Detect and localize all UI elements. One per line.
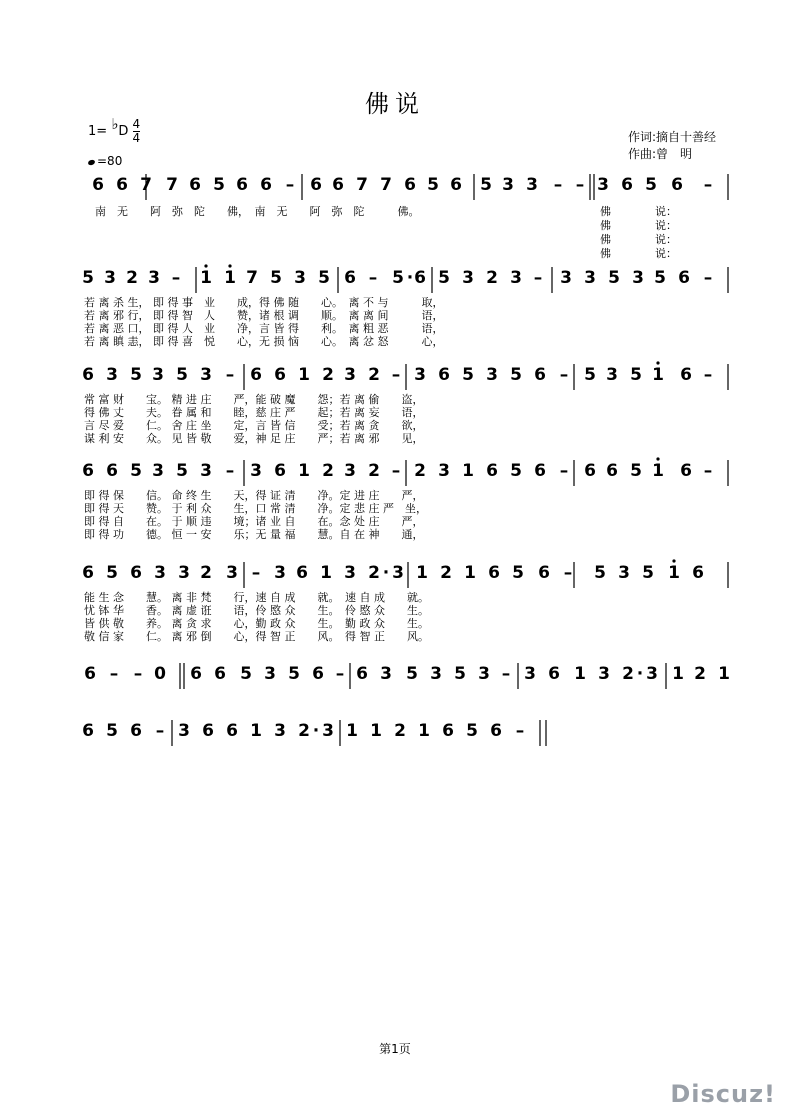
song-title: 佛说 (365, 90, 425, 118)
lyric-line: 佛 说： (600, 233, 677, 246)
note-number: 2 (394, 721, 406, 741)
dash-extension: – (533, 268, 543, 288)
high-octave-dot (228, 264, 231, 267)
note-number: 7 (140, 175, 152, 195)
note-number: 6 (584, 461, 596, 481)
dot-mark: · (312, 721, 320, 741)
note-number: 6 (82, 721, 94, 741)
note-number: 6 (534, 365, 546, 385)
note-number: 2 (414, 461, 426, 481)
note-number: 3 (322, 721, 334, 741)
note-number: 1 (652, 365, 664, 385)
note-number: 3 (274, 563, 286, 583)
dash-extension: – (563, 563, 573, 583)
lyric-line: 佛 说： (600, 219, 677, 232)
key-prefix: 1= (88, 124, 108, 139)
dash-extension: – (133, 664, 143, 684)
dash-extension: – (703, 461, 713, 481)
note-number: 6 (621, 175, 633, 195)
staff-line-4 (82, 457, 728, 541)
high-octave-dot (656, 457, 659, 460)
note-number: 6 (82, 563, 94, 583)
note-number: 6 (189, 175, 201, 195)
lyric-line: 即 得 保 信。 命 终 生 天，得 证 清 净。定 进 庄 严， (84, 489, 424, 502)
time-top: 4 (132, 117, 141, 131)
staff-line-6 (84, 663, 730, 689)
note-number: 5 (130, 365, 142, 385)
note-number: 2 (368, 461, 380, 481)
note-number: 1 (652, 461, 664, 481)
note-number: 2 (298, 721, 310, 741)
note-number: 3 (618, 563, 630, 583)
note-number: 1 (718, 664, 730, 684)
lyric-line: 皆 供 敬 养。 离 贪 求 心，勤 政 众 生。 勤 政 众 生。 (84, 617, 429, 630)
note-number: 6 (671, 175, 683, 195)
lyric-line: 佛 说： (600, 247, 677, 260)
note-number: 1 (370, 721, 382, 741)
lyric-line: 即 得 自 在。 于 顺 违 境；诸 业 自 在。念 处 庄 严， (84, 515, 424, 528)
note-number: 3 (646, 664, 658, 684)
note-number: 3 (414, 365, 426, 385)
note-number: 5 (288, 664, 300, 684)
note-number: 6 (296, 563, 308, 583)
note-number: 6 (116, 175, 128, 195)
note-number: 1 (464, 563, 476, 583)
note-number: 6 (82, 365, 94, 385)
dash-extension: – (225, 365, 235, 385)
note-number: 6 (438, 365, 450, 385)
dash-extension: – (501, 664, 511, 684)
dash-extension: – (553, 175, 563, 195)
dash-extension: – (575, 175, 585, 195)
note-number: 6 (226, 721, 238, 741)
note-number: 6 (488, 563, 500, 583)
note-number: 5 (240, 664, 252, 684)
dash-extension: – (515, 721, 525, 741)
dot-mark: · (382, 563, 390, 583)
lyric-line: 南 无 阿 弥 陀 佛， 南 无 阿 弥 陀 佛。 (95, 205, 420, 218)
note-number: 7 (356, 175, 368, 195)
note-number: 1 (250, 721, 262, 741)
note-number: 3 (344, 365, 356, 385)
note-number: 5 (642, 563, 654, 583)
note-number: 2 (126, 268, 138, 288)
note-number: 1 (298, 461, 310, 481)
note-number: 7 (380, 175, 392, 195)
dash-extension: – (251, 563, 261, 583)
note-number: 2 (368, 365, 380, 385)
note-number: 3 (526, 175, 538, 195)
note-number: 3 (264, 664, 276, 684)
note-number: 3 (344, 461, 356, 481)
note-number: 3 (200, 461, 212, 481)
note-number: 6 (606, 461, 618, 481)
note-number: 2 (368, 563, 380, 583)
note-number: 2 (694, 664, 706, 684)
note-number: 3 (478, 664, 490, 684)
note-number: 6 (450, 175, 462, 195)
note-number: 6 (414, 268, 426, 288)
note-number: 6 (92, 175, 104, 195)
note-number: 5 (106, 721, 118, 741)
note-number: 0 (154, 664, 166, 684)
dash-extension: – (703, 175, 713, 195)
note-number: 1 (416, 563, 428, 583)
note-number: 1 (298, 365, 310, 385)
note-number: 6 (538, 563, 550, 583)
note-number: 7 (166, 175, 178, 195)
note-number: 6 (130, 721, 142, 741)
note-number: 3 (632, 268, 644, 288)
note-number: 5 (176, 365, 188, 385)
staff-line-3 (82, 361, 728, 445)
note-number: 6 (548, 664, 560, 684)
note-number: 5 (510, 365, 522, 385)
note-number: 5 (510, 461, 522, 481)
note-number: 6 (260, 175, 272, 195)
lyric-line: 若 离 恶 口， 即 得 人 业 净，言 皆 得 利。 离 粗 恶 语， (84, 322, 444, 335)
note-number: 5 (584, 365, 596, 385)
note-number: 1 (574, 664, 586, 684)
note-number: 6 (274, 365, 286, 385)
lyric-line: 若 离 邪 行， 即 得 智 人 赞，诸 根 调 顺。 离 离 间 语， (84, 309, 444, 322)
note-number: 5 (480, 175, 492, 195)
note-number: 1 (346, 721, 358, 741)
note-number: 5 (427, 175, 439, 195)
high-octave-dot (204, 264, 207, 267)
note-number: 3 (584, 268, 596, 288)
note-number: 3 (226, 563, 238, 583)
note-number: 3 (606, 365, 618, 385)
note-number: 3 (104, 268, 116, 288)
lyric-line: 敬 信 家 仁。 离 邪 倒 心，得 智 正 风。 得 智 正 风。 (84, 630, 429, 643)
dash-extension: – (225, 461, 235, 481)
dash-extension: – (155, 721, 165, 741)
lyric-line: 即 得 功 德。 恒 一 安 乐；无 量 福 慧。自 在 神 通， (84, 528, 424, 541)
note-number: 5 (176, 461, 188, 481)
note-number: 3 (380, 664, 392, 684)
note-number: 3 (152, 365, 164, 385)
note-number: 5 (270, 268, 282, 288)
note-number: 6 (250, 365, 262, 385)
dash-extension: – (703, 365, 713, 385)
lyricist-credit: 作词:摘自十善经 (628, 130, 717, 144)
note-number: 3 (106, 365, 118, 385)
note-number: 1 (320, 563, 332, 583)
note-number: 6 (236, 175, 248, 195)
lyric-line: 能 生 念 慧。 离 非 梵 行，速 自 成 就。 速 自 成 就。 (84, 591, 429, 604)
note-number: 5 (130, 461, 142, 481)
dash-extension: – (335, 664, 345, 684)
note-number: 6 (442, 721, 454, 741)
page-number: 第1页 (379, 1042, 411, 1056)
note-number: 6 (678, 268, 690, 288)
note-number: 5 (645, 175, 657, 195)
high-octave-dot (656, 361, 659, 364)
note-number: 3 (598, 664, 610, 684)
note-number: 6 (106, 461, 118, 481)
lyric-line: 佛 说： (600, 205, 677, 218)
note-number: 6 (534, 461, 546, 481)
note-number: 5 (438, 268, 450, 288)
dash-extension: – (171, 268, 181, 288)
dash-extension: – (703, 268, 713, 288)
dash-extension: – (391, 461, 401, 481)
note-number: 6 (490, 721, 502, 741)
note-number: 3 (438, 461, 450, 481)
note-number: 3 (430, 664, 442, 684)
staff-line-2 (82, 264, 728, 348)
note-number: 3 (294, 268, 306, 288)
lyric-line: 忧 钵 华 香。 离 虚 诳 语，伶 愍 众 生。 伶 愍 众 生。 (84, 604, 429, 617)
note-number: 1 (672, 664, 684, 684)
note-number: 6 (82, 461, 94, 481)
note-number: 6 (404, 175, 416, 195)
flat-sign: ♭ (111, 115, 119, 133)
note-number: 6 (692, 563, 704, 583)
dot-mark: · (636, 664, 644, 684)
note-number: 7 (246, 268, 258, 288)
note-number: 3 (178, 563, 190, 583)
composer-credit: 作曲:曾 明 (628, 147, 693, 161)
note-number: 2 (322, 461, 334, 481)
note-number: 2 (200, 563, 212, 583)
dash-extension: – (109, 664, 119, 684)
dash-extension: – (559, 365, 569, 385)
staff-line-7 (82, 720, 546, 746)
note-number: 5 (406, 664, 418, 684)
note-number: 3 (510, 268, 522, 288)
note-number: 6 (486, 461, 498, 481)
note-number: 3 (524, 664, 536, 684)
note-number: 5 (608, 268, 620, 288)
dash-extension: – (285, 175, 295, 195)
high-octave-dot (672, 559, 675, 562)
note-number: 5 (630, 365, 642, 385)
note-number: 3 (344, 563, 356, 583)
note-number: 3 (274, 721, 286, 741)
note-number: 2 (322, 365, 334, 385)
note-number: 5 (466, 721, 478, 741)
staff-line-5 (82, 559, 728, 643)
note-number: 6 (190, 664, 202, 684)
note-number: 5 (454, 664, 466, 684)
dash-extension: – (391, 365, 401, 385)
note-number: 3 (560, 268, 572, 288)
note-number: 6 (312, 664, 324, 684)
note-number: 2 (440, 563, 452, 583)
note-number: 2 (622, 664, 634, 684)
dash-extension: – (559, 461, 569, 481)
note-number: 6 (344, 268, 356, 288)
dot-mark: · (406, 268, 414, 288)
note-number: 6 (202, 721, 214, 741)
note-number: 3 (154, 563, 166, 583)
note-number: 6 (84, 664, 96, 684)
note-number: 3 (597, 175, 609, 195)
note-number: 6 (274, 461, 286, 481)
watermark-logo: Discuz! (670, 1080, 776, 1108)
note-number: 3 (250, 461, 262, 481)
note-number: 1 (200, 268, 212, 288)
note-number: 5 (213, 175, 225, 195)
lyric-line: 常 富 财 宝。 精 进 庄 严，能 破 魔 怨；若 离 偷 盗， (84, 393, 424, 406)
note-number: 3 (152, 461, 164, 481)
staff-line-1 (92, 174, 728, 260)
lyric-line: 即 得 天 赞。 于 利 众 生，口 常 清 净。定 悲 庄 严 坐， (84, 502, 427, 515)
note-number: 6 (680, 461, 692, 481)
note-number: 6 (332, 175, 344, 195)
note-number: 6 (214, 664, 226, 684)
note-number: 1 (418, 721, 430, 741)
time-bottom: 4 (132, 131, 141, 145)
key-note: D (118, 124, 129, 139)
note-number: 5 (106, 563, 118, 583)
note-number: 6 (356, 664, 368, 684)
dash-extension: – (368, 268, 378, 288)
note-number: 6 (130, 563, 142, 583)
note-number: 3 (462, 268, 474, 288)
note-number: 5 (392, 268, 404, 288)
tempo-value: =80 (97, 154, 123, 168)
note-number: 5 (82, 268, 94, 288)
note-number: 3 (502, 175, 514, 195)
note-number: 5 (594, 563, 606, 583)
note-number: 5 (630, 461, 642, 481)
lyric-line: 若 离 瞋 恚， 即 得 喜 悦 心，无 损 恼 心。 离 忿 怒 心， (84, 335, 444, 348)
note-number: 5 (512, 563, 524, 583)
note-number: 3 (486, 365, 498, 385)
note-number: 5 (318, 268, 330, 288)
lyric-line: 若 离 杀 生， 即 得 事 业 成，得 佛 随 心。 离 不 与 取， (84, 296, 444, 309)
note-number: 6 (310, 175, 322, 195)
note-number: 1 (668, 563, 680, 583)
note-number: 3 (200, 365, 212, 385)
note-number: 1 (224, 268, 236, 288)
note-number: 3 (148, 268, 160, 288)
note-number: 2 (486, 268, 498, 288)
note-number: 1 (462, 461, 474, 481)
lyric-line: 言 尽 爱 仁。 舍 庄 坐 定，言 皆 信 受；若 离 贪 欲， (84, 419, 424, 432)
note-number: 3 (178, 721, 190, 741)
note-number: 5 (654, 268, 666, 288)
note-number: 5 (462, 365, 474, 385)
note-number: 6 (680, 365, 692, 385)
lyric-line: 得 佛 丈 夫。 眷 属 和 睦，慈 庄 严 起；若 离 妄 语， (84, 406, 424, 419)
note-number: 3 (392, 563, 404, 583)
lyric-line: 谋 利 安 众。 见 皆 敬 爱，神 足 庄 严；若 离 邪 见， (84, 432, 424, 445)
